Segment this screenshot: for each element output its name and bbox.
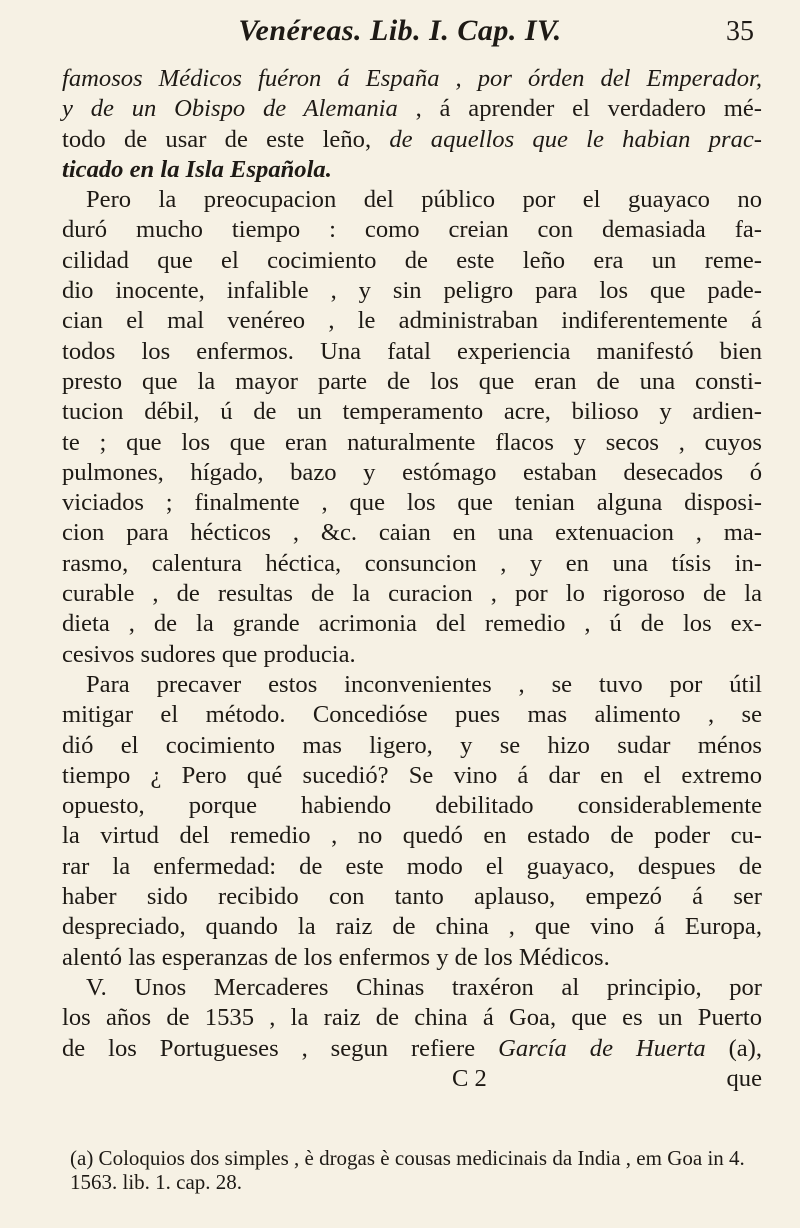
text-line: ticado en la Isla Española.	[62, 155, 332, 183]
text-line: dio inocente, infalible , y sin peligro para los que pade-	[62, 277, 762, 305]
text-line: famosos Médicos fuéron á España , por órden del Emperador,	[62, 65, 762, 92]
running-head-title: Venéreas. Lib. I. Cap. IV.	[238, 14, 562, 47]
signature-mark: C 2	[452, 1064, 487, 1092]
text-line: de los Portugueses , segun refiere García de Huerta (a),	[62, 1034, 763, 1062]
text-line: dió el cocimiento mas ligero, y se hizo sudar ménos	[62, 731, 762, 759]
text-line: despreciado, quando la raiz de china , que vino á Europa,	[62, 913, 762, 941]
text-line: cion para hécticos , &c. caian en una extenuacion , ma-	[62, 519, 762, 547]
text-line: Para precaver estos inconvenientes , se tuvo por útil	[86, 670, 762, 698]
running-head	[0, 14, 800, 54]
text-line: cilidad que el cocimiento de este leño era un reme-	[62, 246, 762, 274]
text-line: cesivos sudores que producia.	[62, 640, 356, 668]
footnote: (a) Coloquios dos simples , è drogas è cousas medicinais da India , em Goa in 4. 1563. lib. 1. cap. 28.	[70, 1146, 745, 1194]
text-line: rasmo, calentura héctica, consuncion , y en una tísis in-	[62, 549, 762, 577]
text-line: te ; que los que eran naturalmente flacos y secos , cuyos	[62, 428, 762, 456]
text-line: presto que la mayor parte de los que eran de una consti-	[62, 367, 762, 395]
text-line: pulmones, hígado, bazo y estómago estaban desecados ó	[62, 458, 762, 486]
text-line: y de un Obispo de Alemania , á aprender el verdadero mé-	[62, 95, 762, 123]
text-line: todos los enfermos. Una fatal experiencia manifestó bien	[62, 337, 762, 365]
text-line: cian el mal venéreo , le administraban indiferentemente á	[62, 307, 762, 335]
body-text	[62, 64, 762, 1094]
text-line: todo de usar de este leño, de aquellos que le habian prac-	[62, 125, 762, 153]
text-line: Pero la preocupacion del público por el guayaco no	[86, 186, 762, 214]
text-line: viciados ; finalmente , que los que tenian alguna disposi-	[62, 489, 762, 517]
text-line: V. Unos Mercaderes Chinas traxéron al principio, por	[86, 973, 762, 1001]
text-line: la virtud del remedio , no quedó en estado de poder cu-	[62, 822, 762, 850]
text-line: tiempo ¿ Pero qué sucedió? Se vino á dar en el extremo	[62, 761, 762, 789]
text-line: mitigar el método. Concediósе pues mas alimento , se	[62, 701, 762, 729]
text-line: tucion débil, ú de un temperamento acre, bilioso y ardien-	[62, 398, 762, 426]
catchword-line	[62, 1064, 762, 1094]
page-number: 35	[726, 16, 754, 47]
text-line: los años de 1535 , la raiz de china á Goa, que es un Puerto	[62, 1004, 762, 1032]
text-line: duró mucho tiempo : como creian con demasiada fa-	[62, 216, 762, 244]
text-line: haber sido recibido con tanto aplauso, empezó á ser	[62, 883, 762, 911]
text-line: curable , de resultas de la curacion , por lo rigoroso de la	[62, 580, 762, 608]
text-line: alentó las esperanzas de los enfermos y de los Médicos.	[62, 943, 610, 971]
text-line: rar la enfermedad: de este modo el guayaco, despues de	[62, 852, 762, 880]
text-line: dieta , de la grande acrimonia del remedio , ú de los ex-	[62, 610, 762, 638]
text-line: opuesto, porque habiendo debilitado considerablemente	[62, 792, 762, 820]
catchword: que	[726, 1064, 762, 1092]
